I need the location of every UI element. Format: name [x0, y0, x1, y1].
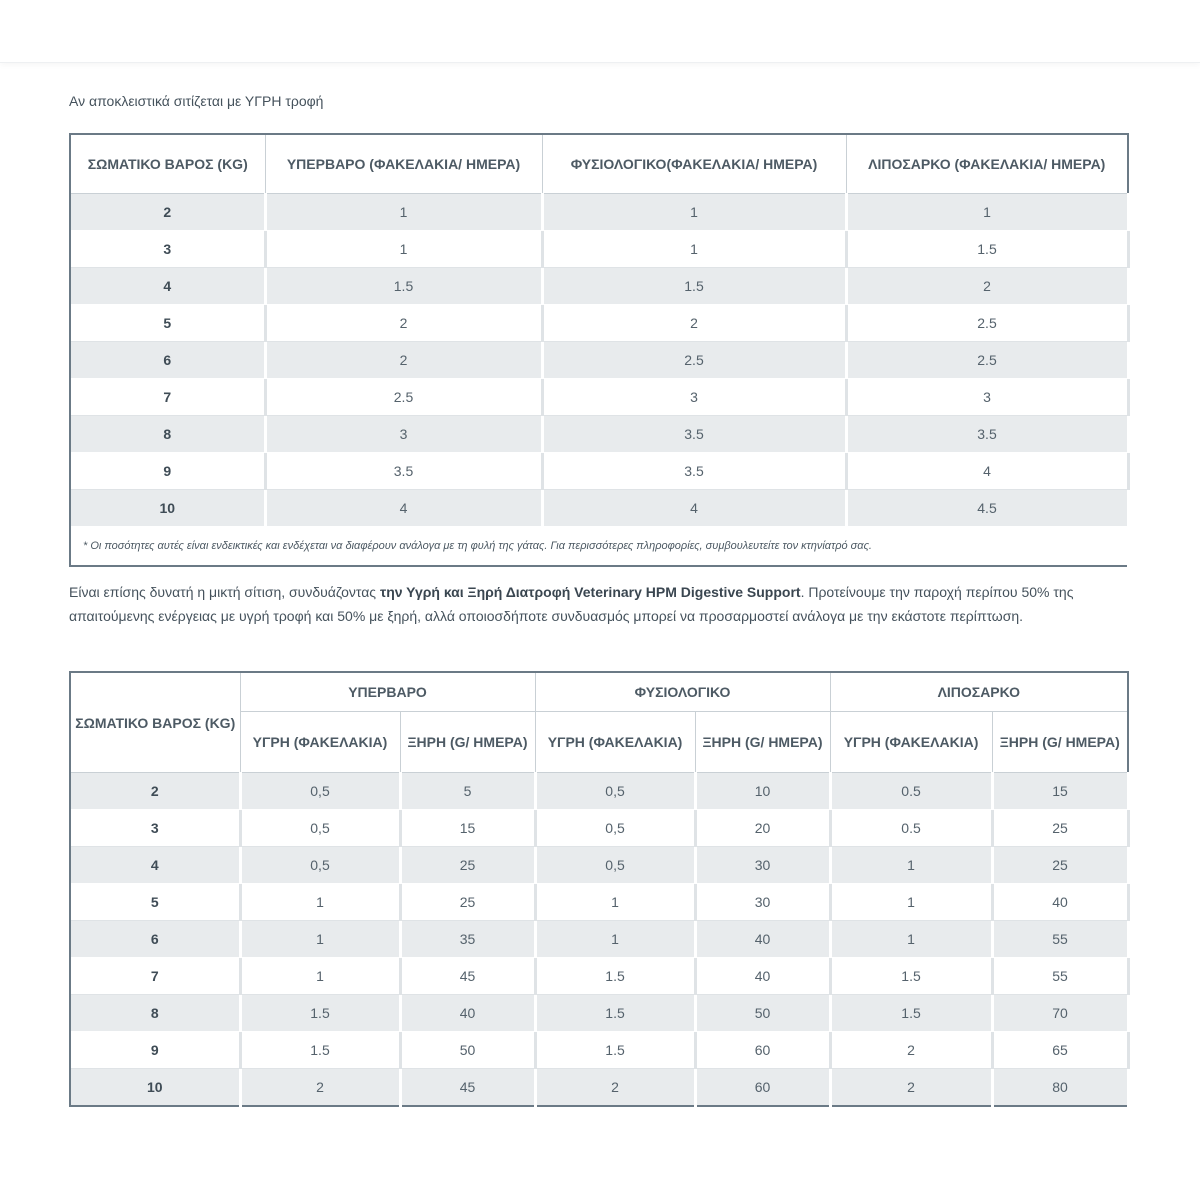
table-row	[70, 490, 1128, 527]
value-cell: 3.5	[542, 453, 846, 490]
table-row	[70, 268, 1128, 305]
value-cell: 20	[695, 810, 830, 847]
value-cell: 1.5	[830, 995, 992, 1032]
weight-cell: 7	[70, 379, 265, 416]
value-cell: 2	[265, 305, 542, 342]
value-cell: 0,5	[535, 773, 695, 810]
value-cell: 3.5	[542, 416, 846, 453]
value-cell: 30	[695, 847, 830, 884]
value-cell: 15	[400, 810, 535, 847]
value-cell: 80	[992, 1069, 1128, 1107]
weight-cell: 8	[70, 995, 240, 1032]
value-cell: 2	[846, 268, 1128, 305]
value-cell: 40	[695, 921, 830, 958]
mixed-feeding-paragraph	[69, 580, 1127, 628]
value-cell: 40	[695, 958, 830, 995]
table-row	[70, 847, 1128, 884]
value-cell: 1	[535, 921, 695, 958]
value-cell: 1	[830, 884, 992, 921]
weight-cell: 10	[70, 490, 265, 527]
value-cell: 30	[695, 884, 830, 921]
value-cell: 25	[992, 810, 1128, 847]
value-cell: 1	[265, 194, 542, 231]
table-footnote: * Οι ποσότητες αυτές είναι ενδεικτικές και ενδέχεται να διαφέρουν ανάλογα με τη φυλή της γάτας. Για περισσότερες πληροφορίες, συμβουλευτείτε τον κτηνίατρό σας.	[70, 527, 1128, 567]
value-cell: 0,5	[240, 810, 400, 847]
header-weight: ΣΩΜΑΤΙΚΟ ΒΑΡΟΣ (KG)	[70, 134, 265, 194]
table-row	[70, 342, 1128, 379]
value-cell: 3.5	[265, 453, 542, 490]
value-cell: 1	[535, 884, 695, 921]
weight-cell: 7	[70, 958, 240, 995]
value-cell: 15	[992, 773, 1128, 810]
value-cell: 2	[830, 1069, 992, 1107]
value-cell: 2.5	[846, 342, 1128, 379]
weight-cell: 2	[70, 773, 240, 810]
paragraph-text-1: Είναι επίσης δυνατή η μικτή σίτιση, συνδυάζοντας	[69, 584, 380, 600]
weight-cell: 10	[70, 1069, 240, 1107]
table-row	[70, 305, 1128, 342]
value-cell: 1	[830, 847, 992, 884]
value-cell: 1.5	[535, 958, 695, 995]
header-underweight: ΛΙΠΟΣΑΡΚΟ (ΦΑΚΕΛΑΚΙΑ/ ΗΜΕΡΑ)	[846, 134, 1128, 194]
value-cell: 0,5	[535, 810, 695, 847]
table-row	[70, 194, 1128, 231]
top-header-bar	[0, 0, 1200, 63]
table-row	[70, 231, 1128, 268]
value-cell: 25	[992, 847, 1128, 884]
value-cell: 2.5	[846, 305, 1128, 342]
value-cell: 1	[240, 884, 400, 921]
value-cell: 1.5	[846, 231, 1128, 268]
value-cell: 5	[400, 773, 535, 810]
value-cell: 4	[265, 490, 542, 527]
value-cell: 1	[542, 231, 846, 268]
subheader-wet: ΥΓΡΗ (ΦΑΚΕΛΑΚΙΑ)	[240, 712, 400, 773]
table-row	[70, 453, 1128, 490]
value-cell: 35	[400, 921, 535, 958]
table-row	[70, 884, 1128, 921]
weight-cell: 5	[70, 305, 265, 342]
value-cell: 45	[400, 1069, 535, 1107]
value-cell: 2	[535, 1069, 695, 1107]
table-row	[70, 995, 1128, 1032]
weight-cell: 9	[70, 1032, 240, 1069]
mixed-feeding-table	[69, 671, 1130, 1107]
value-cell: 55	[992, 958, 1128, 995]
value-cell: 1	[542, 194, 846, 231]
value-cell: 1.5	[265, 268, 542, 305]
value-cell: 1	[265, 231, 542, 268]
header-normal: ΦΥΣΙΟΛΟΓΙΚΟ(ΦΑΚΕΛΑΚΙΑ/ ΗΜΕΡΑ)	[542, 134, 846, 194]
value-cell: 0,5	[240, 773, 400, 810]
weight-cell: 4	[70, 847, 240, 884]
weight-cell: 6	[70, 342, 265, 379]
table-row	[70, 773, 1128, 810]
value-cell: 25	[400, 884, 535, 921]
value-cell: 2	[542, 305, 846, 342]
wet-food-table	[69, 133, 1130, 567]
value-cell: 4	[542, 490, 846, 527]
value-cell: 2	[830, 1032, 992, 1069]
table-row	[70, 921, 1128, 958]
weight-cell: 8	[70, 416, 265, 453]
value-cell: 1	[240, 958, 400, 995]
value-cell: 1.5	[240, 995, 400, 1032]
header-overweight: ΥΠΕΡΒΑΡΟ (ΦΑΚΕΛΑΚΙΑ/ ΗΜΕΡΑ)	[265, 134, 542, 194]
value-cell: 65	[992, 1032, 1128, 1069]
value-cell: 2	[240, 1069, 400, 1107]
table-row	[70, 810, 1128, 847]
table-row	[70, 958, 1128, 995]
subheader-dry: ΞΗΡΗ (G/ ΗΜΕΡΑ)	[695, 712, 830, 773]
value-cell: 45	[400, 958, 535, 995]
value-cell: 2.5	[265, 379, 542, 416]
table-row	[70, 416, 1128, 453]
value-cell: 0.5	[830, 810, 992, 847]
value-cell: 60	[695, 1069, 830, 1107]
value-cell: 70	[992, 995, 1128, 1032]
value-cell: 1.5	[535, 995, 695, 1032]
value-cell: 50	[400, 1032, 535, 1069]
table-header-row	[70, 134, 1128, 194]
value-cell: 2	[265, 342, 542, 379]
group-overweight: ΥΠΕΡΒΑΡΟ	[240, 672, 535, 712]
subheader-dry: ΞΗΡΗ (G/ ΗΜΕΡΑ)	[400, 712, 535, 773]
table-row	[70, 1069, 1128, 1107]
value-cell: 1	[846, 194, 1128, 231]
value-cell: 50	[695, 995, 830, 1032]
weight-cell: 2	[70, 194, 265, 231]
weight-cell: 9	[70, 453, 265, 490]
value-cell: 1	[830, 921, 992, 958]
value-cell: 3	[846, 379, 1128, 416]
weight-cell: 5	[70, 884, 240, 921]
value-cell: 3	[542, 379, 846, 416]
value-cell: 4.5	[846, 490, 1128, 527]
table-row	[70, 379, 1128, 416]
value-cell: 10	[695, 773, 830, 810]
value-cell: 4	[846, 453, 1128, 490]
paragraph-product-name: την Υγρή και Ξηρή Διατροφή Veterinary HPM Digestive Support	[379, 584, 801, 600]
weight-cell: 3	[70, 810, 240, 847]
value-cell: 60	[695, 1032, 830, 1069]
group-normal: ΦΥΣΙΟΛΟΓΙΚΟ	[535, 672, 830, 712]
value-cell: 25	[400, 847, 535, 884]
value-cell: 40	[992, 884, 1128, 921]
value-cell: 40	[400, 995, 535, 1032]
weight-cell: 6	[70, 921, 240, 958]
value-cell: 1	[240, 921, 400, 958]
group-underweight: ΛΙΠΟΣΑΡΚΟ	[830, 672, 1128, 712]
paragraph-text-2: . Προτείνουμε την παροχή περίπου 50% της απαιτούμενης ενέργειας με υγρή τροφή και 50% με ξηρή, αλλά οποιοσδήποτε συνδυασμός μπορεί να προσαρμοστεί ανάλογα με την εκάστοτε περίπτωση.	[69, 584, 1074, 624]
subheader-wet: ΥΓΡΗ (ΦΑΚΕΛΑΚΙΑ)	[535, 712, 695, 773]
weight-cell: 4	[70, 268, 265, 305]
subheader-dry: ΞΗΡΗ (G/ ΗΜΕΡΑ)	[992, 712, 1128, 773]
value-cell: 0,5	[535, 847, 695, 884]
value-cell: 0,5	[240, 847, 400, 884]
subheader-wet: ΥΓΡΗ (ΦΑΚΕΛΑΚΙΑ)	[830, 712, 992, 773]
value-cell: 2.5	[542, 342, 846, 379]
header-weight: ΣΩΜΑΤΙΚΟ ΒΑΡΟΣ (KG)	[70, 672, 240, 773]
value-cell: 1.5	[535, 1032, 695, 1069]
value-cell: 0.5	[830, 773, 992, 810]
value-cell: 1.5	[542, 268, 846, 305]
value-cell: 1.5	[830, 958, 992, 995]
table-group-header-row	[70, 672, 1128, 712]
table-row	[70, 1032, 1128, 1069]
value-cell: 3	[265, 416, 542, 453]
weight-cell: 3	[70, 231, 265, 268]
value-cell: 3.5	[846, 416, 1128, 453]
value-cell: 1.5	[240, 1032, 400, 1069]
value-cell: 55	[992, 921, 1128, 958]
intro-text: Αν αποκλειστικά σιτίζεται με ΥΓΡΗ τροφή	[69, 93, 324, 109]
